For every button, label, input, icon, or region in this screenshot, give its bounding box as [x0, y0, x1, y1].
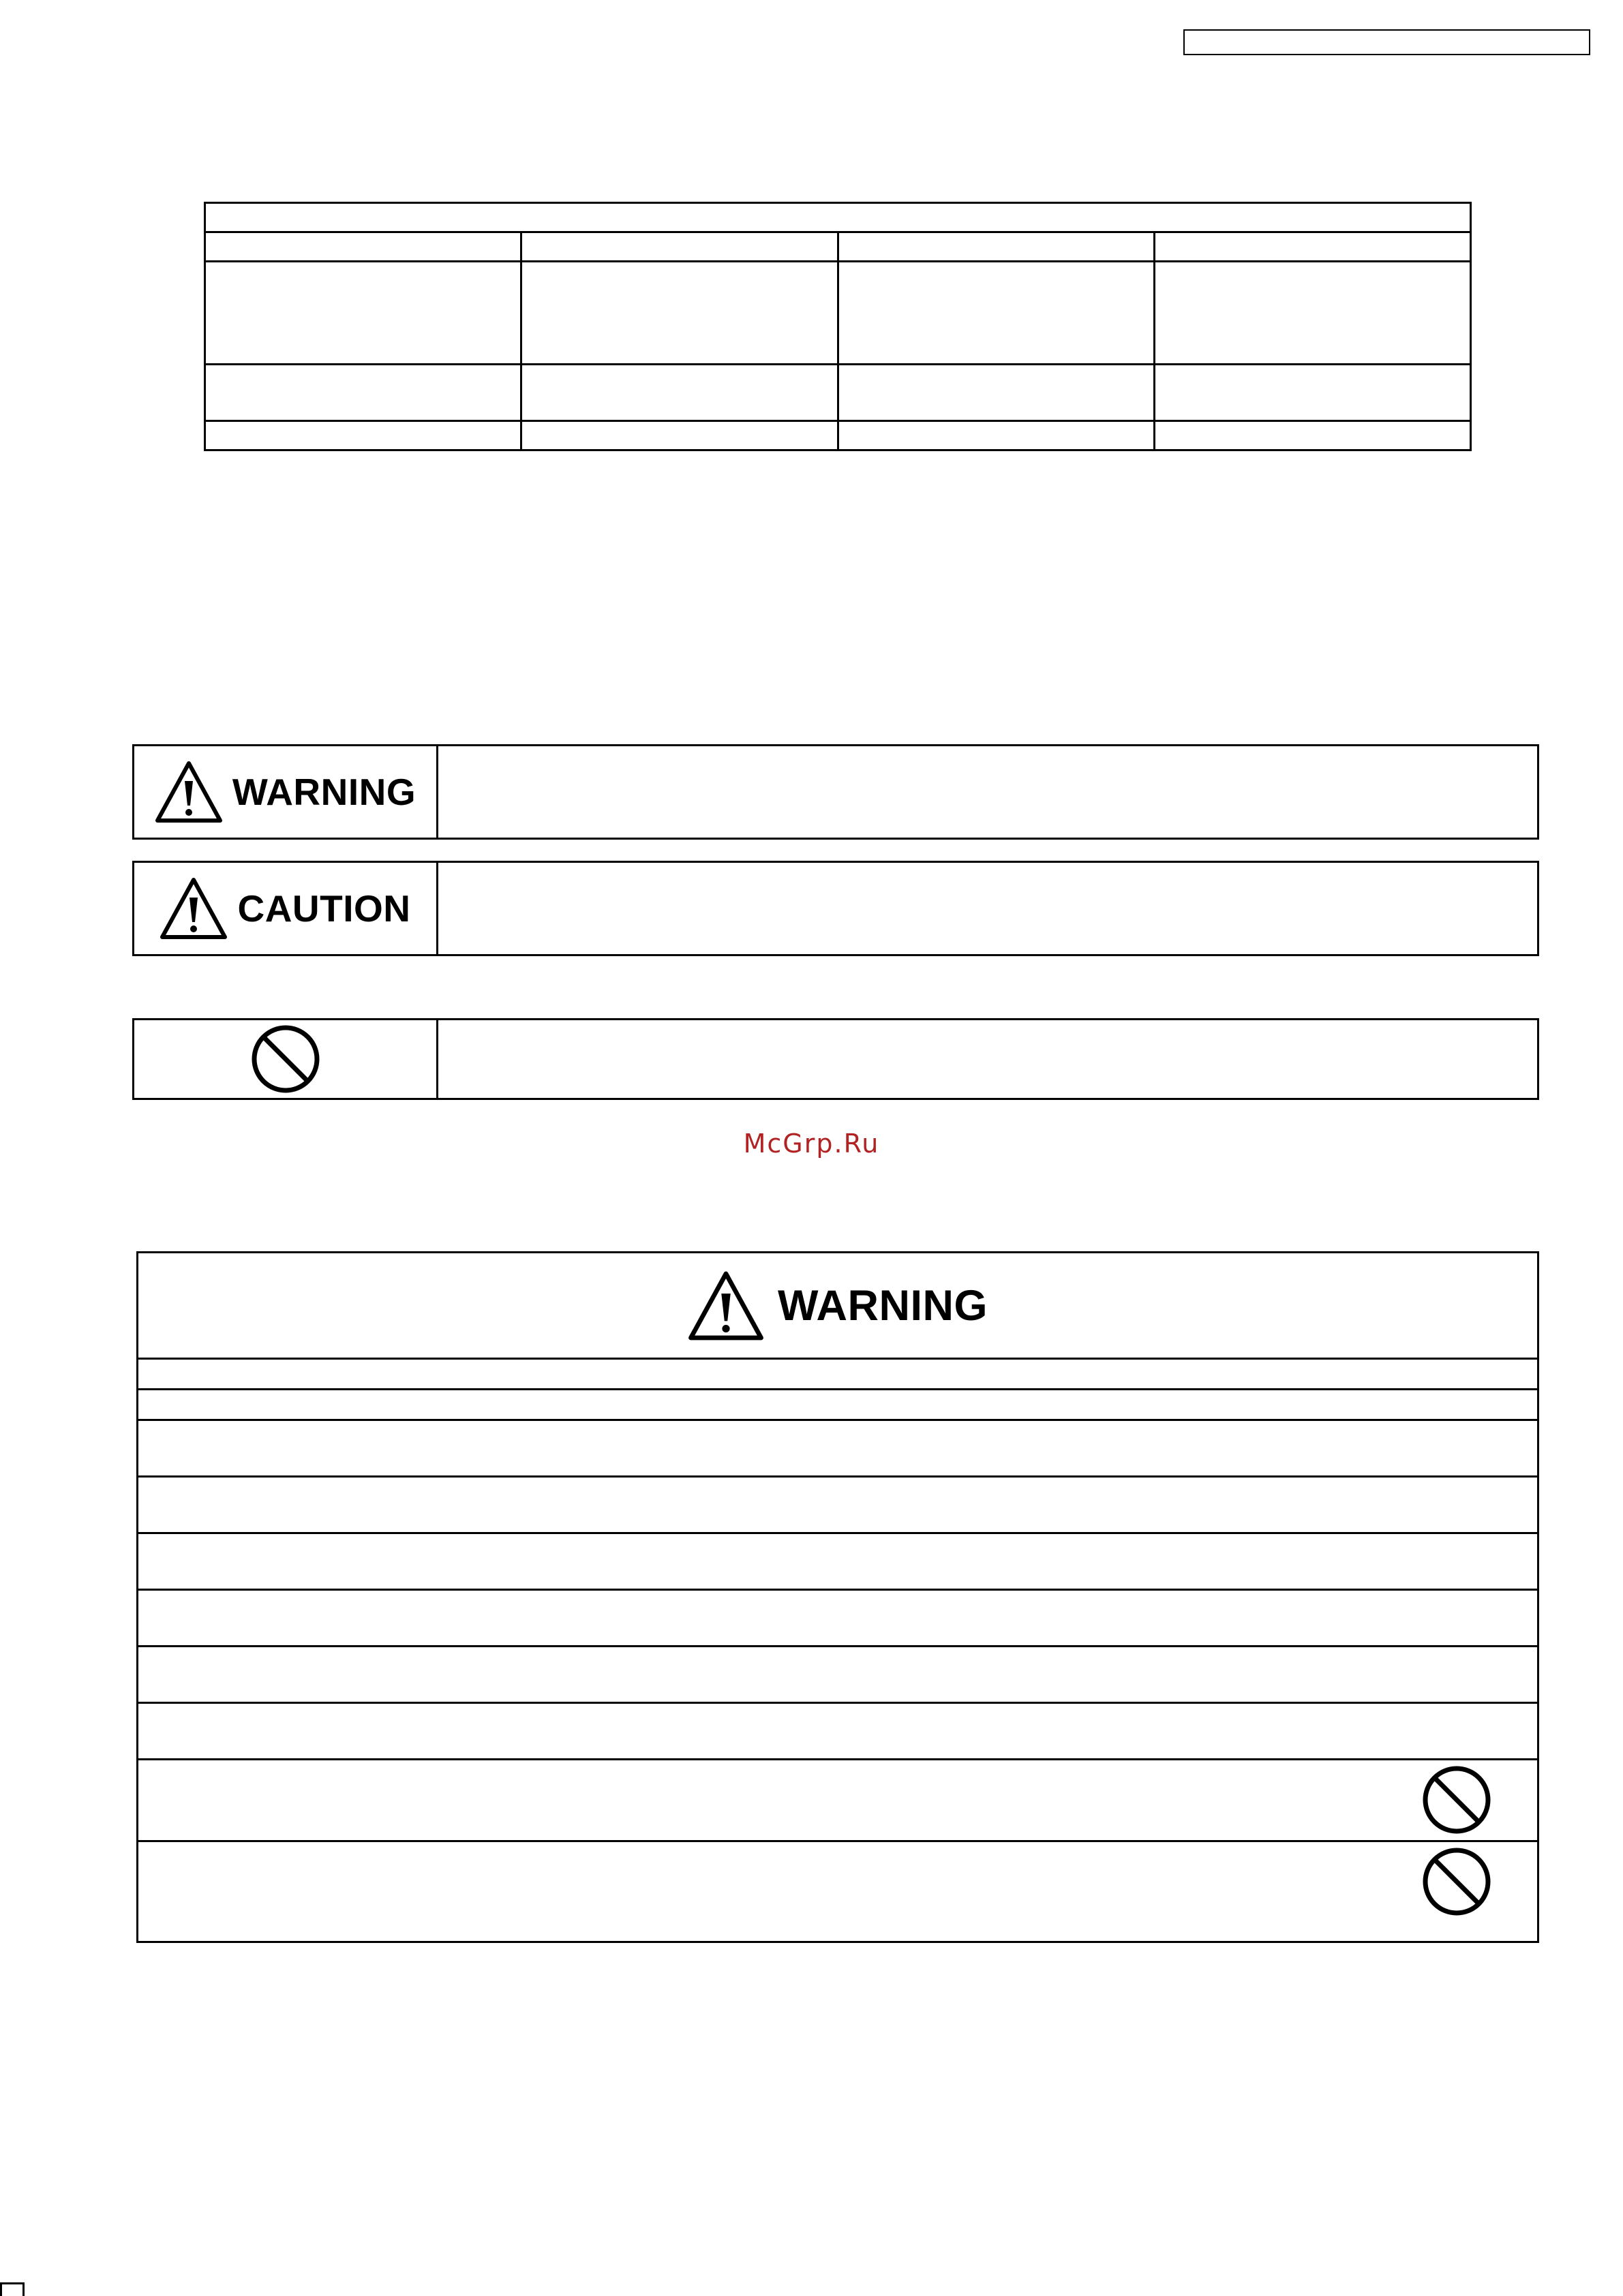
table-cell: [521, 232, 838, 262]
table-row: [138, 1760, 1537, 1842]
warning-triangle-icon: [160, 877, 228, 940]
prohibited-icon: [1421, 1764, 1492, 1835]
warning-table-title: WARNING: [778, 1281, 988, 1330]
table-row: [138, 1390, 1537, 1421]
table-cell: [838, 232, 1154, 262]
prohibited-icon: [250, 1024, 321, 1095]
table-cell: [521, 365, 838, 421]
table-row: [138, 1421, 1537, 1478]
table-cell: [521, 262, 838, 365]
table-row: [205, 203, 1471, 232]
prohibited-icon: [1421, 1846, 1492, 1917]
table-cell: [838, 365, 1154, 421]
table-row: [138, 1842, 1537, 1941]
legend-caution: [132, 861, 1539, 956]
warning-triangle-icon: [155, 761, 223, 823]
header-field-box: [1183, 29, 1590, 55]
table-cell: [1154, 421, 1470, 450]
table-row: [138, 1360, 1537, 1390]
legend-warning: [132, 744, 1539, 840]
legend-warning-label: WARNING: [232, 771, 416, 813]
table-cell: [838, 421, 1154, 450]
table-cell: [205, 421, 521, 450]
legend-symbol-cell: [134, 746, 438, 838]
table-cell: [1154, 365, 1470, 421]
legend-description-cell: [438, 746, 1537, 838]
legend-description-cell: [438, 863, 1537, 954]
legend-caution-label: CAUTION: [237, 887, 411, 930]
table-row: [205, 262, 1471, 365]
table-cell: [205, 365, 521, 421]
table-row: [205, 365, 1471, 421]
footer-mark: [0, 2282, 25, 2296]
table-cell: [1154, 262, 1470, 365]
legend-prohibited: [132, 1018, 1539, 1100]
warning-precautions-table: [136, 1251, 1539, 1943]
table-row: [205, 232, 1471, 262]
legend-description-cell: [438, 1020, 1537, 1098]
table-cell: [205, 232, 521, 262]
specification-table: [204, 202, 1472, 451]
table-row: [138, 1704, 1537, 1760]
table-cell: [205, 262, 521, 365]
table-row: [138, 1647, 1537, 1704]
table-row: [138, 1591, 1537, 1647]
legend-symbol-cell: [134, 863, 438, 954]
table-cell: [838, 262, 1154, 365]
table-row: [138, 1534, 1537, 1591]
legend-symbol-cell: [134, 1020, 438, 1098]
table-row: [138, 1478, 1537, 1534]
warning-table-header: [138, 1253, 1537, 1360]
table-cell: [1154, 232, 1470, 262]
watermark: McGrp.Ru: [743, 1129, 880, 1159]
table-title-cell: [205, 203, 1471, 232]
table-cell: [521, 421, 838, 450]
table-row: [205, 421, 1471, 450]
warning-triangle-icon: [688, 1270, 764, 1341]
